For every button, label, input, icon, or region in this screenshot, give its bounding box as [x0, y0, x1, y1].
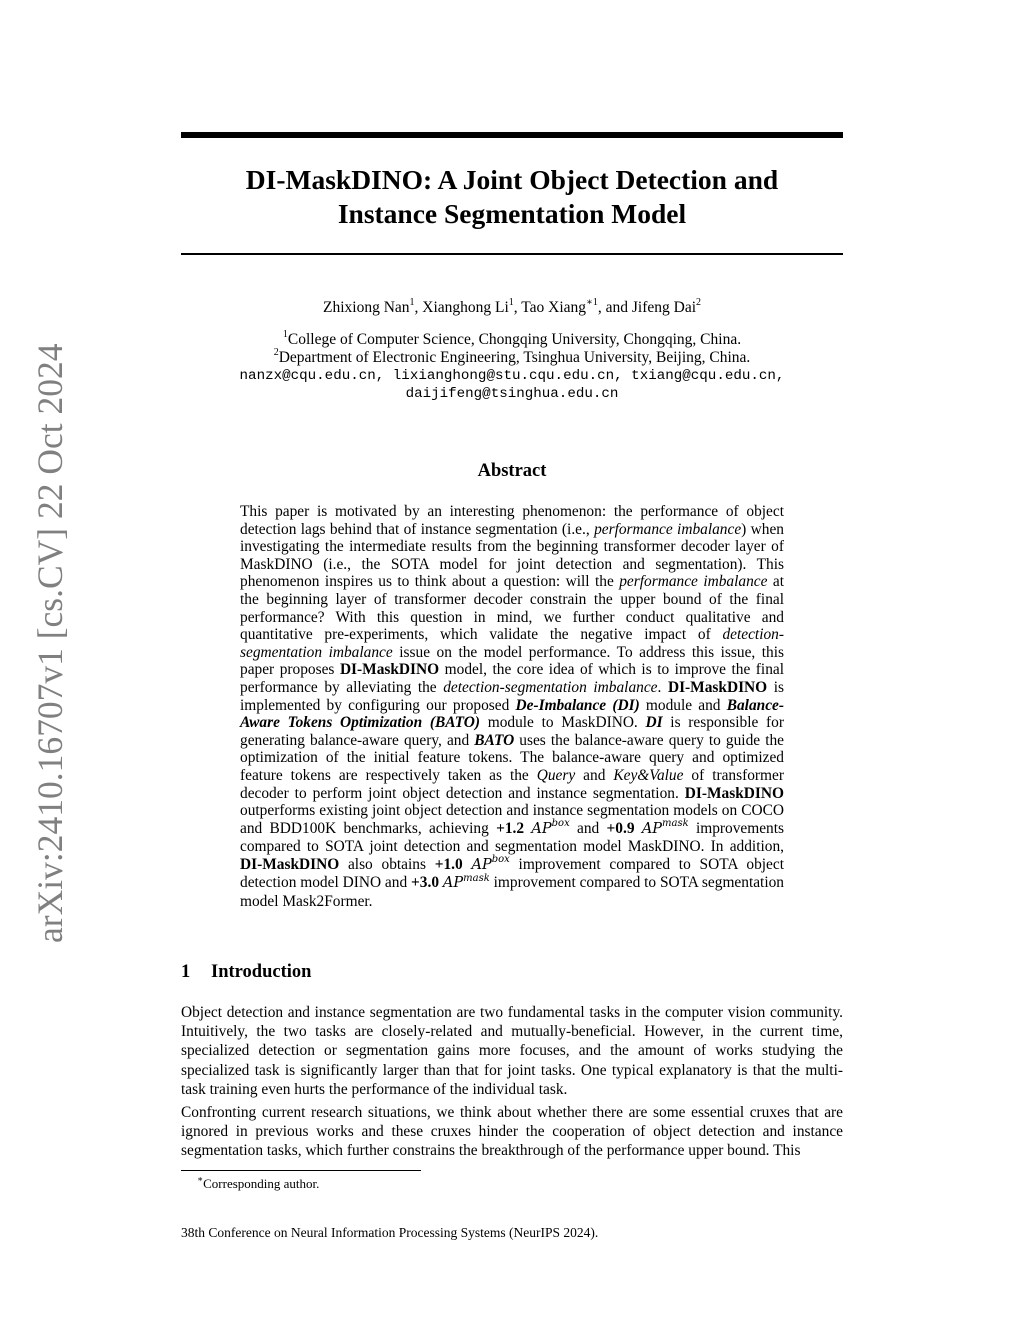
section-heading-introduction	[181, 960, 843, 984]
author-separator: , and	[597, 299, 632, 316]
email-line: nanzx@cqu.edu.cn, lixianghong@stu.cqu.edu.cn, txiang@cqu.edu.cn,	[239, 368, 785, 384]
abstract-text-run: performance imbalance	[594, 520, 742, 538]
abstract-text-run	[463, 856, 472, 873]
abstract-text-run: and	[569, 819, 607, 837]
abstract-text-run: improvement compared to SOTA segmentation model Mask2Former.	[240, 874, 784, 911]
math-superscript: box	[551, 817, 570, 829]
author-name: Jifeng Dai	[631, 299, 697, 316]
author-name: Tao Xiang	[521, 299, 587, 316]
footnote-mark: ∗	[197, 1173, 204, 1184]
abstract-text-run: De-Imbalance (DI)	[515, 696, 640, 714]
abstract-body	[240, 503, 784, 911]
math-term: $AP^{mask}$	[442, 872, 490, 892]
abstract-text-run: of transformer decoder to perform joint object detection and instance segmentation.	[240, 766, 784, 802]
abstract-text-run: also obtains	[339, 855, 435, 873]
author-separator: ,	[414, 299, 423, 316]
author-list	[181, 298, 843, 318]
paper-title-line-1: DI-MaskDINO: A Joint Object Detection and	[245, 164, 779, 195]
abstract-text-run: model, the core idea of which is to improve the final performance by alleviating the	[240, 661, 785, 696]
author-affiliation-mark: 1	[409, 296, 415, 308]
author-name: Zhixiong Nan	[322, 299, 410, 316]
paper-title	[181, 163, 843, 231]
venue-notice: 38th Conference on Neural Information Processing Systems (NeurIPS 2024).	[181, 1225, 599, 1240]
affiliation-line	[181, 346, 843, 367]
intro-paragraph: Object detection and instance segmentation are two fundamental tasks in the computer vision community. Intuitively, the two tasks are closely-related and mutually-beneficial. However, in the current time, specialized detection or segmentation gains more focuses, and the amount of works studying the specialized task is significantly larger than that for joint tasks. One typical explanatory is that the multi-task training even hurts the performance of the individual task.	[181, 1004, 843, 1098]
abstract-text-run: DI-MaskDINO	[339, 661, 440, 679]
affiliation-mark: 2	[273, 346, 279, 358]
abstract-text-run: Balance-Aware Tokens Optimization (BATO)	[240, 696, 784, 732]
abstract-text-run	[635, 820, 642, 837]
abstract-text-run: detection-segmentation imbalance	[240, 626, 784, 661]
abstract-text-run: module and	[639, 696, 727, 714]
abstract-text-run: issue on the model performance. To address this issue, this paper proposes	[240, 643, 785, 679]
abstract-text-run: improvements compared to SOTA joint detection and segmentation model MaskDINO. In addition,	[240, 819, 785, 856]
abstract-text-run: Query	[536, 766, 576, 784]
title-bottom-rule	[181, 253, 843, 255]
abstract-text-run: is implemented by configuring our proposed	[240, 678, 784, 714]
footnote	[197, 1173, 320, 1192]
author-name: Xianghong Li	[422, 299, 509, 316]
math-superscript: mask	[463, 872, 490, 884]
abstract-text-run: This paper is motivated by an interesting phenomenon: the performance of object detection lags behind that of instance segmentation (i.e.,	[240, 503, 784, 538]
abstract-text-run: +3.0	[411, 874, 440, 892]
abstract-text-run: module to MaskDINO.	[480, 714, 646, 732]
abstract-text-run: detection-segmentation imbalance	[443, 678, 658, 696]
abstract-heading: Abstract	[477, 461, 547, 481]
abstract-text-run: improvement compared to SOTA object detection model DINO and	[240, 855, 784, 892]
math-term: $AP^{box}$	[471, 854, 510, 873]
abstract-text-run: DI-MaskDINO	[667, 678, 768, 696]
abstract-text-run: is responsible for generating balance-aware query, and	[240, 714, 784, 749]
affiliation-text: College of Computer Science, Chongqing University, Chongqing, China.	[287, 331, 742, 348]
paper-title-line-2: Instance Segmentation Model	[337, 198, 687, 229]
abstract-text-run: BATO	[474, 731, 515, 749]
abstract-text-run: +0.9	[606, 819, 635, 837]
author-separator: ,	[513, 299, 522, 316]
abstract-text-run: DI-MaskDINO	[684, 784, 784, 802]
abstract-text-run: at the beginning layer of transformer decoder constrain the upper bound of the final performance? With this question in mind, we further conduct qualitative and quantitative pre-experiments, which validate the negative impact of	[240, 573, 784, 644]
abstract-text-run: outperforms existing joint object detection and instance segmentation models on COCO and BDD100K benchmarks, achieving	[240, 802, 784, 837]
section-title: Introduction	[211, 962, 312, 982]
abstract-text-run: Key&Value	[613, 766, 684, 784]
arxiv-identifier-stamp: arXiv:2410.16707v1 [cs.CV] 22 Oct 2024	[30, 343, 70, 943]
intro-paragraph: Confronting current research situations, we think about whether there are some essential cruxes that are ignored in previous works and these cruxes hinder the cooperation of object detection and instance segmentation tasks, which further constrains the breakthrough of the performance upper bound. This	[181, 1104, 843, 1160]
abstract-text-run: ) when investigating the intermediate results from the beginning transformer decoder layer of MaskDINO (i.e., the SOTA model for joint detection and segmentation). This phenomenon inspires us to think about a question: will the	[240, 520, 784, 591]
affiliations	[181, 328, 843, 403]
abstract-text-run: DI-MaskDINO	[240, 855, 340, 873]
math-term: $AP^{box}$	[531, 817, 570, 837]
affiliation-line	[181, 328, 843, 349]
abstract-text-run: DI	[645, 714, 663, 732]
abstract-text-run: .	[657, 678, 668, 696]
email-line: daijifeng@tsinghua.edu.cn	[405, 386, 619, 402]
footnote-rule	[181, 1170, 421, 1171]
math-superscript: box	[491, 854, 510, 866]
affiliation-mark: 1	[282, 328, 288, 340]
footnote-text: Corresponding author.	[203, 1176, 320, 1191]
author-affiliation-mark: ∗1	[586, 296, 598, 308]
title-top-rule	[181, 132, 843, 138]
affiliation-text: Department of Electronic Engineering, Tsinghua University, Beijing, China.	[278, 349, 751, 366]
abstract-text-run: uses the balance-aware query to guide the optimization of the initial feature tokens. The balance-aware query and optimized feature tokens are respectively taken as the	[240, 731, 784, 784]
abstract-text-run: performance imbalance	[619, 573, 768, 591]
author-affiliation-mark: 2	[696, 296, 702, 308]
math-term: $AP^{mask}$	[641, 817, 689, 837]
math-superscript: mask	[662, 817, 689, 829]
section-number: 1	[181, 962, 191, 982]
abstract-text-run: and	[575, 766, 614, 784]
abstract-text-run: +1.0	[434, 855, 463, 873]
abstract-text-run: +1.2	[496, 819, 525, 837]
author-affiliation-mark: 1	[508, 296, 514, 308]
